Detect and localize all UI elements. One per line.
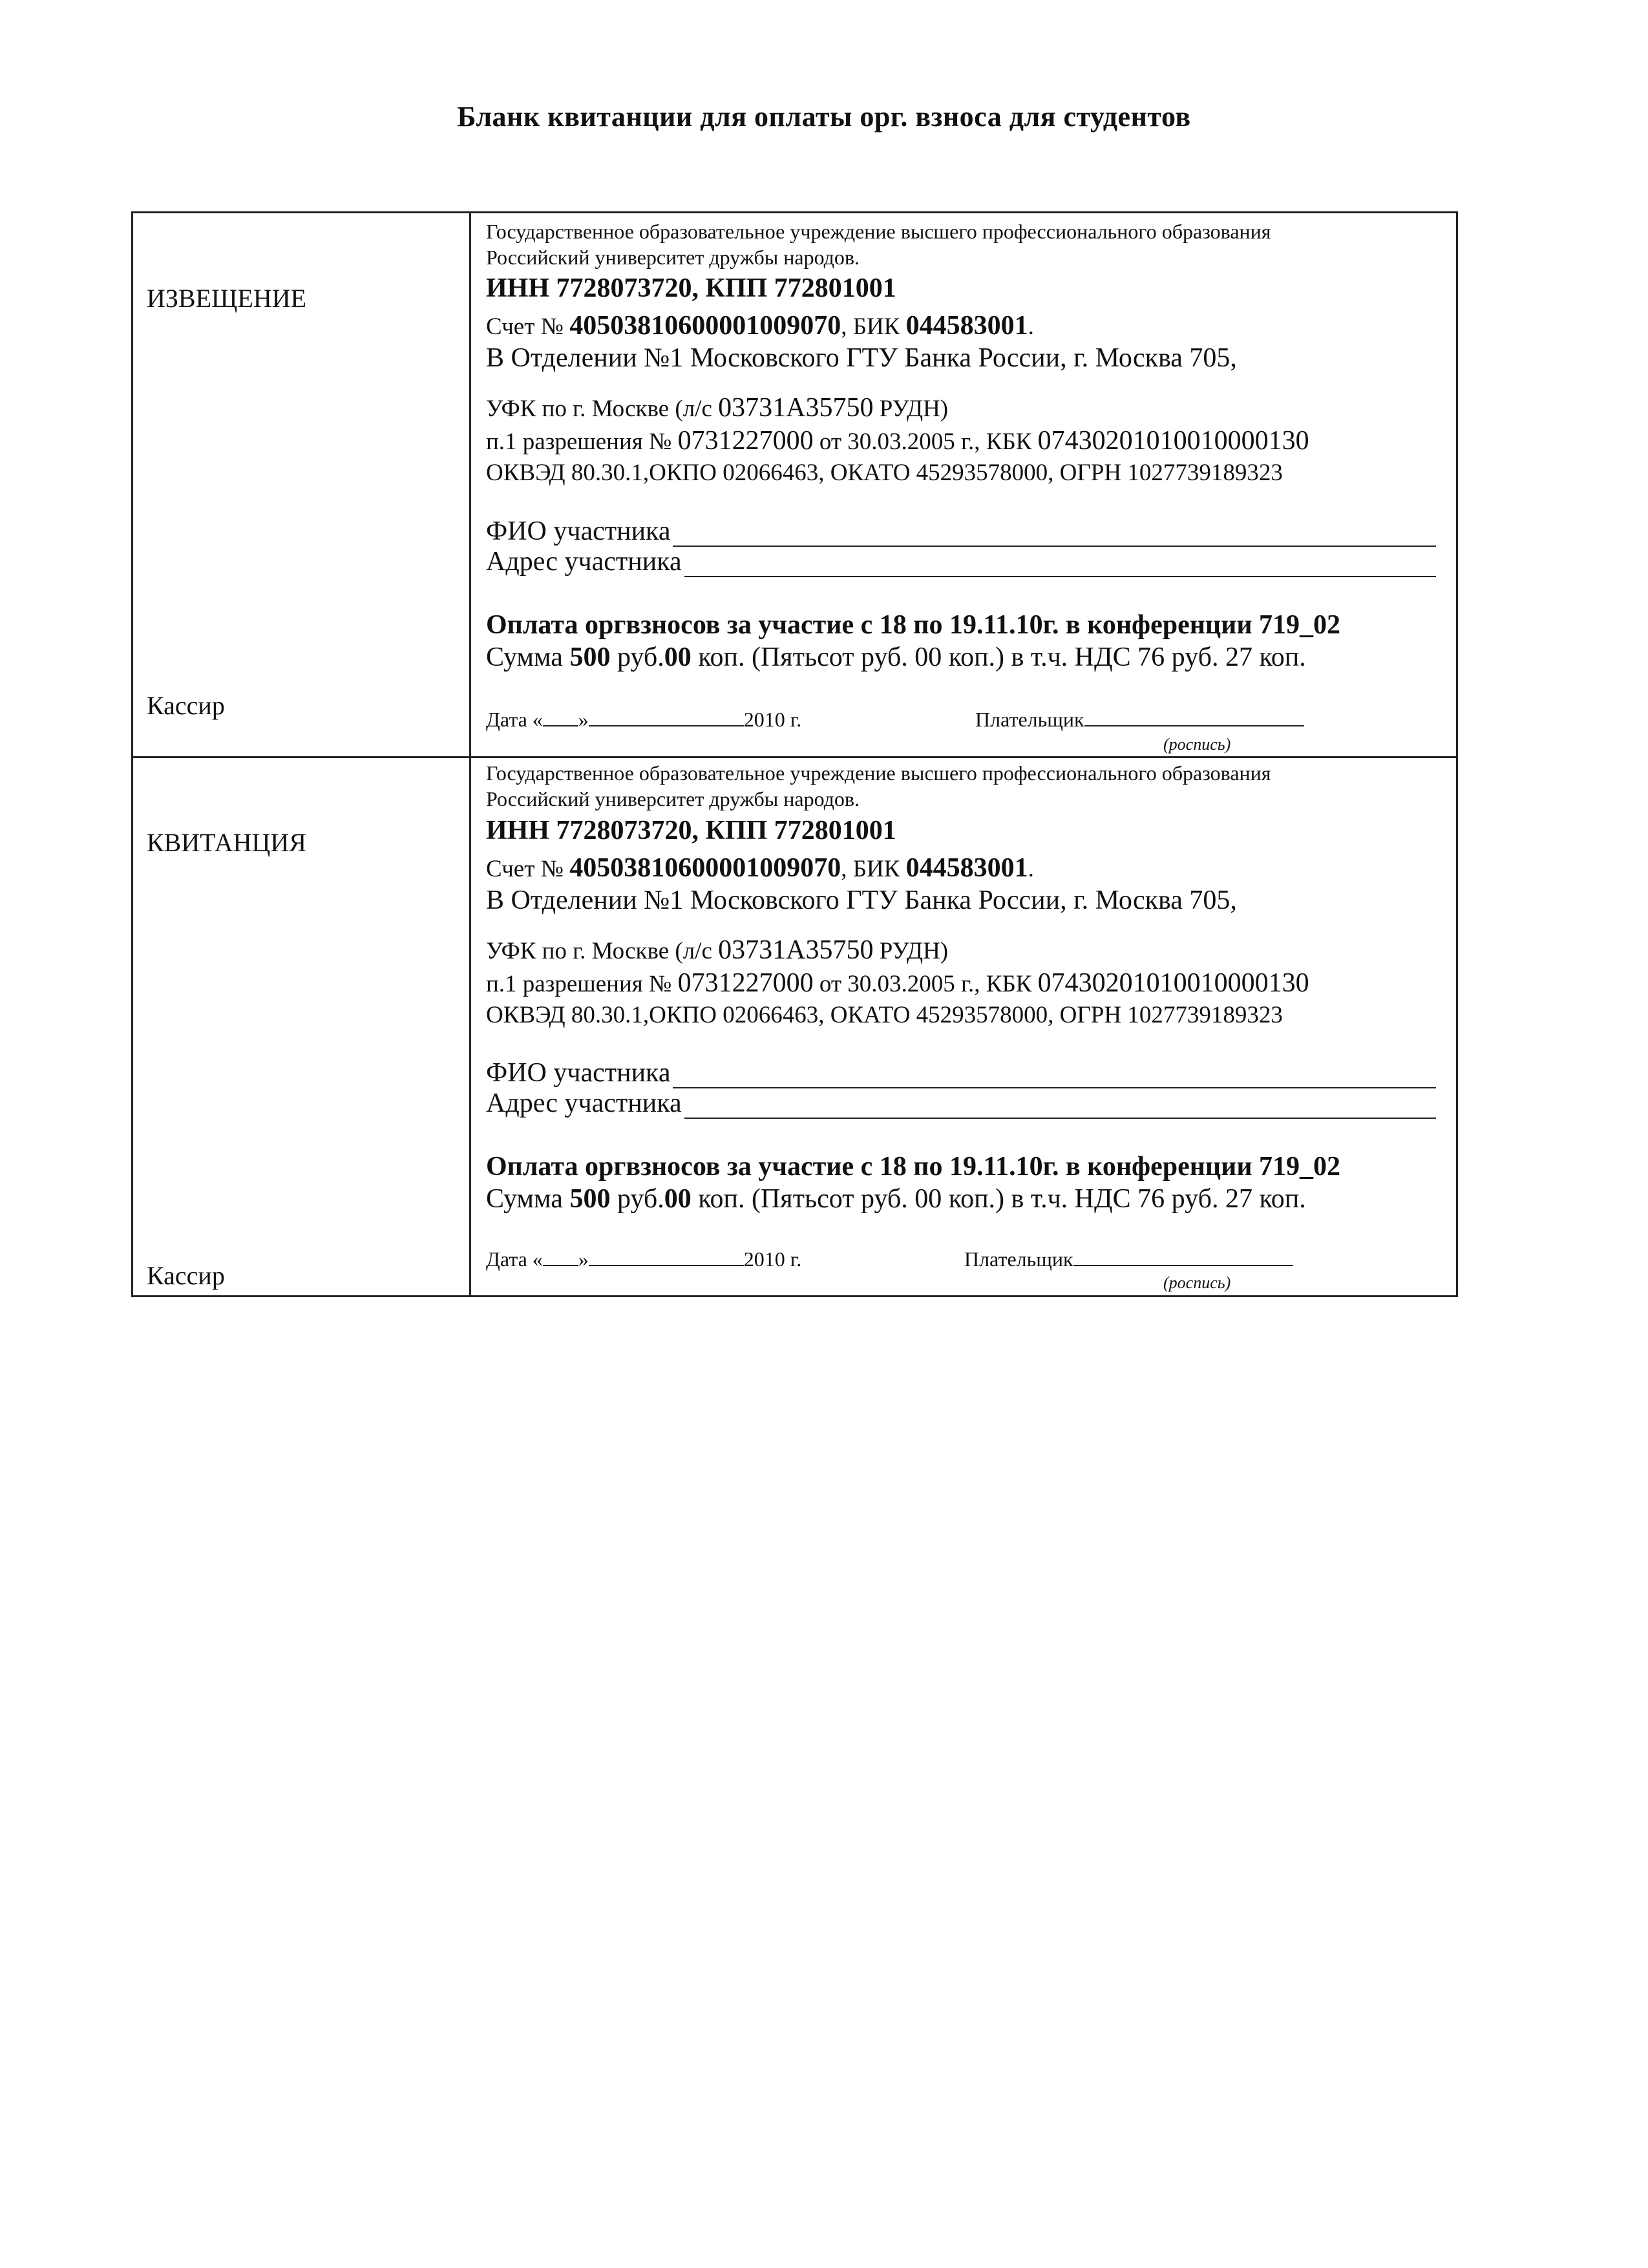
ufk-prefix: УФК по г. Москве (л/с [486, 396, 712, 422]
fio-row [486, 1057, 1436, 1088]
address-row [486, 546, 1436, 577]
date-month-field[interactable] [589, 1248, 744, 1266]
permit-number: 0731227000 [677, 968, 814, 998]
codes-line: ОКВЭД 80.30.1,ОКПО 02066463, ОКАТО 45293578000, ОГРН 1027739189323 [486, 1002, 1283, 1028]
ufk-suffix: РУДН) [879, 396, 949, 422]
fio-row [486, 516, 1436, 547]
fio-field[interactable] [673, 526, 1436, 547]
cashier-label: Кассир [147, 691, 225, 720]
sum-rest: коп. (Пятьсот руб. 00 коп.) в т.ч. НДС 76 руб. 27 коп. [698, 1184, 1306, 1214]
ufk-line [486, 935, 948, 966]
bik-prefix: , БИК [841, 856, 900, 882]
permit-line [486, 968, 1309, 999]
bank-line: В Отделении №1 Московского ГТУ Банка России, г. Москва 705, [486, 343, 1237, 373]
notice-label: ИЗВЕЩЕНИЕ [147, 284, 307, 313]
inn-kpp: ИНН 7728073720, КПП 772801001 [486, 816, 896, 845]
payment-purpose: Оплата оргвзносов за участие с 18 по 19.11.10г. в конференции 719_02 [486, 610, 1341, 640]
kbk-number: 07430201010010000130 [1037, 426, 1309, 456]
date-year: 2010 г. [743, 1247, 802, 1271]
permit-prefix: п.1 разрешения № [486, 971, 672, 997]
org-line-2: Российский университет дружбы народов. [486, 246, 860, 269]
date-day-field[interactable] [543, 708, 578, 726]
bik-suffix: . [1028, 856, 1034, 882]
account-number: 40503810600001009070 [569, 853, 841, 883]
payer-signature-field[interactable] [1073, 1248, 1293, 1266]
date-line [486, 708, 801, 732]
sum-rub-unit: руб. [617, 642, 664, 672]
address-label: Адрес участника [486, 1088, 682, 1118]
org-line-1: Государственное образовательное учреждение высшего профессионального образования [486, 220, 1271, 243]
sum-rub: 500 [569, 1184, 611, 1214]
fio-field[interactable] [673, 1068, 1436, 1088]
date-month-field[interactable] [589, 708, 744, 726]
permit-date: от 30.03.2005 г., КБК [819, 429, 1032, 455]
sum-rub: 500 [569, 642, 611, 672]
sum-kop: 00 [664, 642, 692, 672]
date-open: Дата « [486, 708, 543, 731]
account-line [486, 310, 1034, 341]
date-line [486, 1247, 801, 1271]
payer-line [964, 1247, 1293, 1271]
payment-purpose: Оплата оргвзносов за участие с 18 по 19.11.10г. в конференции 719_02 [486, 1152, 1341, 1182]
sum-kop: 00 [664, 1184, 692, 1214]
permit-line [486, 425, 1309, 456]
address-field[interactable] [684, 1098, 1436, 1119]
org-line-2: Российский университет дружбы народов. [486, 787, 860, 811]
ufk-suffix: РУДН) [879, 938, 949, 964]
permit-prefix: п.1 разрешения № [486, 429, 672, 455]
bank-line: В Отделении №1 Московского ГТУ Банка России, г. Москва 705, [486, 885, 1237, 915]
bik-suffix: . [1028, 313, 1034, 340]
date-day-field[interactable] [543, 1248, 578, 1266]
ufk-account: 03731А35750 [718, 393, 874, 423]
date-close: » [578, 708, 589, 731]
receipt-label: КВИТАНЦИЯ [147, 828, 306, 857]
sum-prefix: Сумма [486, 1184, 563, 1214]
cashier-label: Кассир [147, 1261, 225, 1290]
sum-line [486, 1183, 1306, 1214]
date-year: 2010 г. [743, 708, 802, 731]
sum-prefix: Сумма [486, 642, 563, 672]
payer-label: Плательщик [975, 708, 1084, 731]
inn-kpp: ИНН 7728073720, КПП 772801001 [486, 273, 896, 303]
ufk-account: 03731А35750 [718, 935, 874, 965]
org-line-1: Государственное образовательное учреждение высшего профессионального образования [486, 761, 1271, 785]
sum-rub-unit: руб. [617, 1184, 664, 1214]
signature-caption: (роспись) [1163, 735, 1231, 754]
date-close: » [578, 1247, 589, 1271]
account-prefix: Счет № [486, 856, 564, 882]
address-field[interactable] [684, 556, 1436, 577]
address-label: Адрес участника [486, 547, 682, 577]
column-divider [469, 211, 471, 1297]
permit-number: 0731227000 [677, 426, 814, 456]
permit-date: от 30.03.2005 г., КБК [819, 971, 1032, 997]
address-row [486, 1088, 1436, 1119]
account-line [486, 853, 1034, 884]
sum-rest: коп. (Пятьсот руб. 00 коп.) в т.ч. НДС 76 руб. 27 коп. [698, 642, 1306, 672]
account-prefix: Счет № [486, 313, 564, 340]
bik-prefix: , БИК [841, 313, 900, 340]
bik-number: 044583001 [905, 853, 1028, 883]
codes-line: ОКВЭД 80.30.1,ОКПО 02066463, ОКАТО 45293578000, ОГРН 1027739189323 [486, 460, 1283, 486]
account-number: 40503810600001009070 [569, 311, 841, 341]
page-title: Бланк квитанции для оплаты орг. взноса для студентов [457, 101, 1191, 132]
ufk-line [486, 392, 948, 423]
notice-section [486, 213, 1449, 756]
fio-label: ФИО участника [486, 1058, 671, 1088]
date-open: Дата « [486, 1247, 543, 1271]
kbk-number: 07430201010010000130 [1037, 968, 1309, 998]
payer-line [975, 708, 1304, 732]
sum-line [486, 642, 1306, 673]
payer-label: Плательщик [964, 1247, 1073, 1271]
payer-signature-field[interactable] [1084, 708, 1304, 726]
bik-number: 044583001 [905, 311, 1028, 341]
fio-label: ФИО участника [486, 516, 671, 546]
receipt-section [486, 758, 1449, 1297]
signature-caption: (роспись) [1163, 1273, 1231, 1292]
ufk-prefix: УФК по г. Москве (л/с [486, 938, 712, 964]
